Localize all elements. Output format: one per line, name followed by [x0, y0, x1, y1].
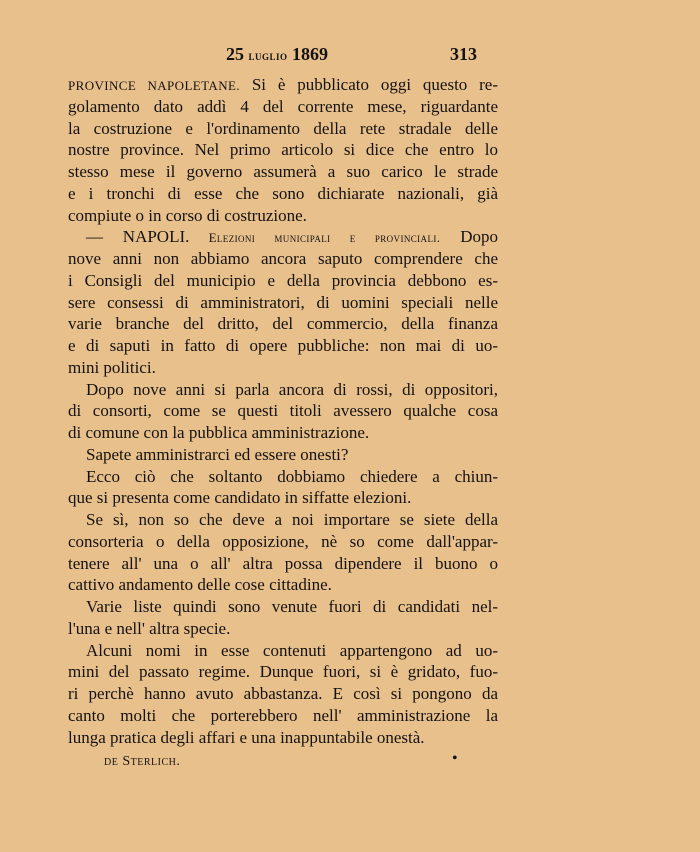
text-line	[68, 422, 498, 444]
text-line-content: Dopo	[440, 227, 498, 247]
text-line	[68, 226, 498, 248]
text-line-content: Varie liste quindi sono venute fuori di candidati nel-	[86, 597, 498, 616]
text-line	[68, 335, 498, 357]
text-line-content: sere consessi di amministratori, di uomini speciali nelle	[68, 292, 498, 312]
text-line	[68, 248, 498, 270]
text-line	[68, 596, 498, 618]
text-line-content: Alcuni nomi in esse contenuti appartengono ad uo-	[86, 640, 498, 660]
text-line	[68, 379, 498, 401]
text-line-content: la costruzione e l'ordinamento della rete stradale delle	[68, 118, 498, 138]
page-number: 313	[450, 44, 477, 64]
text-line-content: e i tronchi di esse che sono dichiarate nazionali, già	[68, 183, 498, 203]
text-line	[68, 400, 498, 422]
text-line-content: Dopo nove anni si parla ancora di rossi, di oppositori,	[86, 379, 498, 399]
text-line-content: nove anni non abbiamo ancora saputo comprendere che	[68, 249, 498, 268]
text-line-content: canto molti che porterebbero nell' amministrazione la	[68, 705, 498, 725]
text-line-smallcaps: PROVINCE NAPOLETANE.	[68, 78, 240, 93]
text-line-content: nostre province. Nel primo articolo si dice che entro lo	[68, 140, 498, 160]
text-line-content: stesso mese il governo assumerà a suo carico le strade	[68, 162, 498, 181]
header-date: 25 luglio 1869	[226, 44, 329, 64]
text-line-content: mini del passato regime. Dunque fuori, si è gridato, fuo-	[68, 662, 498, 682]
text-line	[68, 640, 498, 662]
text-line-content: tenere all' una o all' altra possa dipendere il buono o	[68, 553, 498, 573]
text-line-content: e di saputi in fatto di opere pubbliche: non mai di uo-	[68, 336, 498, 355]
text-line-content: ri perchè hanno avuto abbastanza. E così si pongono da	[68, 684, 498, 703]
text-line	[68, 466, 498, 488]
running-header	[0, 44, 700, 68]
text-line-content: lunga pratica degli affari e una inappuntabile onestà.	[68, 727, 425, 747]
text-line-content: Ecco ciò che soltanto dobbiamo chiedere a chiun-	[86, 466, 498, 486]
signature: de Sterlich.	[104, 754, 181, 769]
text-line-content: compiute o in corso di costruzione.	[68, 205, 307, 225]
text-line	[68, 727, 498, 749]
text-line	[68, 205, 498, 227]
end-mark: •	[452, 750, 458, 767]
text-line	[68, 96, 498, 118]
text-line	[68, 618, 498, 640]
text-line	[68, 292, 498, 314]
text-line	[68, 270, 498, 292]
text-line	[68, 509, 498, 531]
text-line-content: golamento dato addì 4 del corrente mese, riguardante	[68, 96, 498, 116]
text-line-content: di consorti, come se questi titoli avessero qualche cosa	[68, 401, 498, 421]
text-line	[68, 553, 498, 575]
article-body	[68, 74, 498, 748]
text-line-content: mini politici.	[68, 357, 156, 377]
text-line	[68, 357, 498, 379]
text-line-content: que si presenta come candidato in siffatte elezioni.	[68, 488, 412, 508]
text-line-content: i Consigli del municipio e della provincia debbono es-	[68, 270, 498, 290]
text-line-content: Se sì, non so che deve a noi importare se siete della	[86, 510, 498, 529]
text-line	[68, 74, 498, 96]
text-line-content: di comune con la pubblica amministrazione.	[68, 423, 370, 442]
text-line-content: varie branche del dritto, del commercio, della finanza	[68, 314, 498, 334]
text-line-content: cattivo andamento delle cose cittadine.	[68, 575, 332, 595]
text-line	[68, 139, 498, 161]
text-line-smallcaps: Elezioni municipali e provinciali.	[189, 230, 441, 246]
text-line	[68, 683, 498, 705]
text-line-content: consorteria o della opposizione, nè so come dall'appar-	[68, 531, 498, 551]
text-line-content: Si è pubblicato oggi questo re-	[240, 75, 498, 94]
text-line-content: l'una e nell' altra specie.	[68, 618, 231, 638]
text-line	[68, 531, 498, 553]
text-line	[68, 444, 498, 466]
text-line	[68, 661, 498, 683]
text-line-content: Sapete amministrarci ed essere onesti?	[86, 444, 349, 464]
text-line-lead: — NAPOLI.	[86, 227, 190, 247]
text-line	[68, 161, 498, 183]
text-line	[68, 118, 498, 140]
text-line	[68, 574, 498, 596]
text-line	[68, 705, 498, 727]
text-line	[68, 487, 498, 509]
text-line	[68, 313, 498, 335]
text-line	[68, 183, 498, 205]
